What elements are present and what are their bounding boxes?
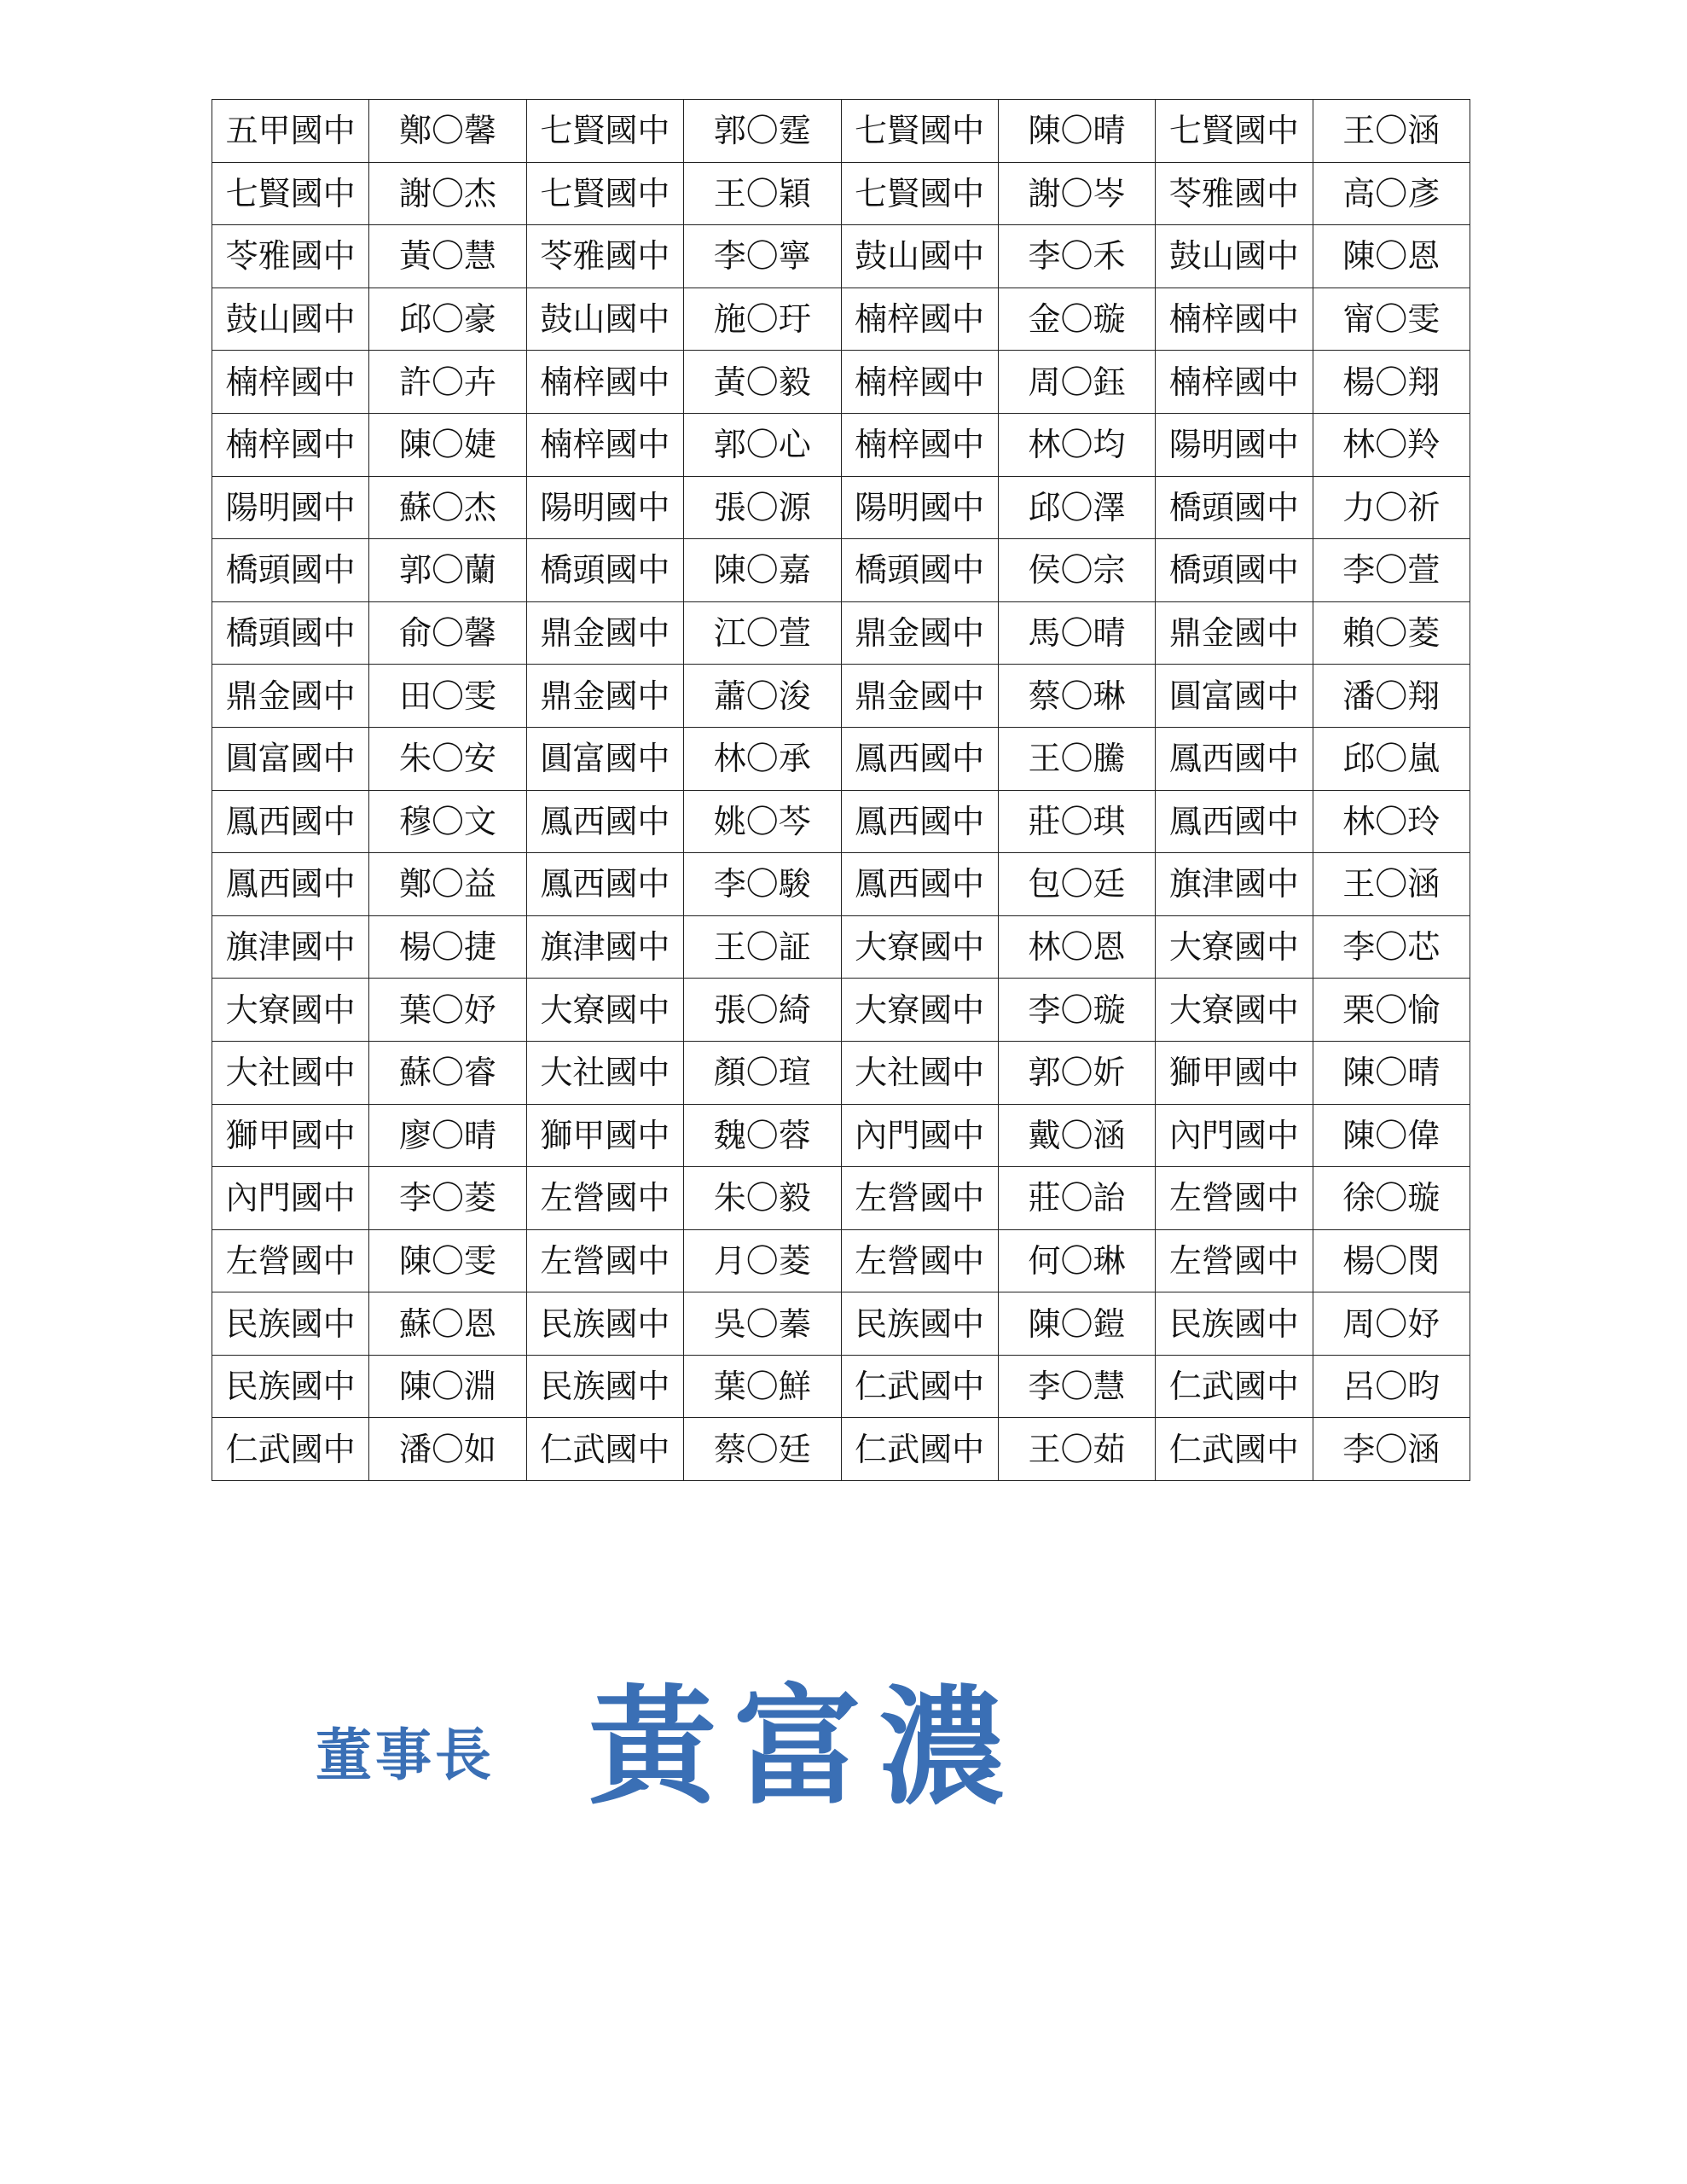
student-name-cell: 陳〇晴	[1313, 1041, 1470, 1104]
school-cell: 楠梓國中	[526, 351, 683, 414]
school-cell: 七賢國中	[841, 162, 998, 225]
student-name-cell: 李〇菱	[369, 1167, 526, 1230]
student-name-cell: 朱〇安	[369, 727, 526, 790]
student-name-cell: 蘇〇睿	[369, 1041, 526, 1104]
table-row	[212, 1292, 1470, 1356]
school-cell: 陽明國中	[526, 476, 683, 539]
school-cell: 楠梓國中	[526, 413, 683, 476]
student-name-cell: 施〇玗	[684, 288, 841, 351]
school-cell: 民族國中	[212, 1355, 369, 1418]
school-cell: 鳳西國中	[841, 727, 998, 790]
student-name-cell: 蘇〇恩	[369, 1292, 526, 1356]
school-cell: 大寮國中	[212, 979, 369, 1042]
roster-table	[212, 99, 1470, 1481]
student-name-cell: 潘〇如	[369, 1418, 526, 1481]
school-cell: 內門國中	[1156, 1104, 1313, 1167]
student-name-cell: 廖〇晴	[369, 1104, 526, 1167]
school-cell: 鼓山國中	[841, 225, 998, 288]
student-name-cell: 郭〇霆	[684, 100, 841, 163]
student-name-cell: 金〇璇	[998, 288, 1155, 351]
school-cell: 鼓山國中	[1156, 225, 1313, 288]
school-cell: 仁武國中	[1156, 1418, 1313, 1481]
school-cell: 鼎金國中	[526, 601, 683, 665]
student-name-cell: 陳〇嘉	[684, 539, 841, 602]
table-row	[212, 727, 1470, 790]
school-cell: 鼎金國中	[841, 601, 998, 665]
school-cell: 仁武國中	[526, 1418, 683, 1481]
table-row	[212, 1167, 1470, 1230]
student-name-cell: 楊〇閔	[1313, 1229, 1470, 1292]
student-name-cell: 蘇〇杰	[369, 476, 526, 539]
student-name-cell: 顏〇瑄	[684, 1041, 841, 1104]
table-row	[212, 288, 1470, 351]
school-cell: 左營國中	[1156, 1229, 1313, 1292]
student-name-cell: 陳〇淵	[369, 1355, 526, 1418]
student-name-cell: 馬〇晴	[998, 601, 1155, 665]
school-cell: 左營國中	[1156, 1167, 1313, 1230]
student-name-cell: 楊〇翔	[1313, 351, 1470, 414]
student-name-cell: 俞〇馨	[369, 601, 526, 665]
table-row	[212, 351, 1470, 414]
school-cell: 鳳西國中	[841, 790, 998, 853]
student-name-cell: 蔡〇廷	[684, 1418, 841, 1481]
seal-title: 董事長	[316, 1722, 495, 1788]
student-name-cell: 戴〇涵	[998, 1104, 1155, 1167]
school-cell: 大社國中	[212, 1041, 369, 1104]
student-name-cell: 李〇駿	[684, 853, 841, 916]
table-row	[212, 1229, 1470, 1292]
school-cell: 鼓山國中	[526, 288, 683, 351]
table-row	[212, 601, 1470, 665]
student-name-cell: 李〇萱	[1313, 539, 1470, 602]
student-name-cell: 李〇芯	[1313, 915, 1470, 979]
school-cell: 鼓山國中	[212, 288, 369, 351]
student-name-cell: 姚〇芩	[684, 790, 841, 853]
school-cell: 旗津國中	[526, 915, 683, 979]
school-cell: 獅甲國中	[212, 1104, 369, 1167]
student-name-cell: 李〇慧	[998, 1355, 1155, 1418]
student-name-cell: 蕭〇浚	[684, 665, 841, 728]
student-name-cell: 甯〇雯	[1313, 288, 1470, 351]
school-cell: 大寮國中	[1156, 979, 1313, 1042]
school-cell: 獅甲國中	[1156, 1041, 1313, 1104]
table-row	[212, 100, 1470, 163]
student-name-cell: 江〇萱	[684, 601, 841, 665]
student-name-cell: 郭〇蘭	[369, 539, 526, 602]
school-cell: 內門國中	[212, 1167, 369, 1230]
student-name-cell: 力〇祈	[1313, 476, 1470, 539]
school-cell: 七賢國中	[212, 162, 369, 225]
student-name-cell: 謝〇岑	[998, 162, 1155, 225]
school-cell: 鼎金國中	[526, 665, 683, 728]
student-name-cell: 穆〇文	[369, 790, 526, 853]
table-row	[212, 1418, 1470, 1481]
student-name-cell: 陳〇鎧	[998, 1292, 1155, 1356]
student-name-cell: 陳〇偉	[1313, 1104, 1470, 1167]
student-name-cell: 許〇卉	[369, 351, 526, 414]
table-row	[212, 162, 1470, 225]
student-name-cell: 邱〇澤	[998, 476, 1155, 539]
student-name-cell: 李〇涵	[1313, 1418, 1470, 1481]
table-row	[212, 915, 1470, 979]
table-row	[212, 979, 1470, 1042]
school-cell: 民族國中	[212, 1292, 369, 1356]
roster-body	[212, 100, 1470, 1481]
school-cell: 大社國中	[841, 1041, 998, 1104]
school-cell: 楠梓國中	[1156, 288, 1313, 351]
school-cell: 苓雅國中	[1156, 162, 1313, 225]
student-name-cell: 林〇羚	[1313, 413, 1470, 476]
school-cell: 鼎金國中	[1156, 601, 1313, 665]
school-cell: 左營國中	[526, 1229, 683, 1292]
school-cell: 橋頭國中	[841, 539, 998, 602]
table-row	[212, 539, 1470, 602]
student-name-cell: 陳〇恩	[1313, 225, 1470, 288]
school-cell: 民族國中	[1156, 1292, 1313, 1356]
school-cell: 鳳西國中	[1156, 727, 1313, 790]
student-name-cell: 賴〇菱	[1313, 601, 1470, 665]
table-row	[212, 1104, 1470, 1167]
student-name-cell: 王〇穎	[684, 162, 841, 225]
school-cell: 楠梓國中	[1156, 351, 1313, 414]
school-cell: 五甲國中	[212, 100, 369, 163]
student-name-cell: 王〇涵	[1313, 853, 1470, 916]
student-name-cell: 葉〇鮮	[684, 1355, 841, 1418]
student-name-cell: 鄭〇馨	[369, 100, 526, 163]
school-cell: 鳳西國中	[212, 790, 369, 853]
school-cell: 楠梓國中	[841, 288, 998, 351]
student-name-cell: 何〇琳	[998, 1229, 1155, 1292]
student-name-cell: 蔡〇琳	[998, 665, 1155, 728]
school-cell: 橋頭國中	[212, 539, 369, 602]
student-name-cell: 王〇騰	[998, 727, 1155, 790]
student-name-cell: 張〇源	[684, 476, 841, 539]
school-cell: 橋頭國中	[1156, 476, 1313, 539]
school-cell: 楠梓國中	[212, 351, 369, 414]
school-cell: 民族國中	[841, 1292, 998, 1356]
table-row	[212, 790, 1470, 853]
student-name-cell: 包〇廷	[998, 853, 1155, 916]
school-cell: 左營國中	[526, 1167, 683, 1230]
student-name-cell: 李〇寧	[684, 225, 841, 288]
school-cell: 左營國中	[212, 1229, 369, 1292]
student-name-cell: 謝〇杰	[369, 162, 526, 225]
school-cell: 大寮國中	[526, 979, 683, 1042]
student-name-cell: 林〇均	[998, 413, 1155, 476]
student-name-cell: 邱〇嵐	[1313, 727, 1470, 790]
table-row	[212, 225, 1470, 288]
school-cell: 鼎金國中	[841, 665, 998, 728]
student-name-cell: 黃〇慧	[369, 225, 526, 288]
school-cell: 大社國中	[526, 1041, 683, 1104]
school-cell: 鳳西國中	[212, 853, 369, 916]
student-name-cell: 潘〇翔	[1313, 665, 1470, 728]
student-name-cell: 林〇承	[684, 727, 841, 790]
student-name-cell: 鄭〇益	[369, 853, 526, 916]
school-cell: 左營國中	[841, 1229, 998, 1292]
student-name-cell: 陳〇晴	[998, 100, 1155, 163]
school-cell: 七賢國中	[1156, 100, 1313, 163]
school-cell: 大寮國中	[841, 915, 998, 979]
student-name-cell: 葉〇妤	[369, 979, 526, 1042]
student-name-cell: 周〇鈺	[998, 351, 1155, 414]
school-cell: 仁武國中	[1156, 1355, 1313, 1418]
school-cell: 獅甲國中	[526, 1104, 683, 1167]
school-cell: 七賢國中	[526, 100, 683, 163]
student-name-cell: 栗〇愉	[1313, 979, 1470, 1042]
chairman-seal-stamp	[307, 1647, 1203, 1851]
student-name-cell: 朱〇毅	[684, 1167, 841, 1230]
student-name-cell: 李〇禾	[998, 225, 1155, 288]
table-row	[212, 1355, 1470, 1418]
school-cell: 陽明國中	[841, 476, 998, 539]
student-name-cell: 呂〇昀	[1313, 1355, 1470, 1418]
student-name-cell: 李〇璇	[998, 979, 1155, 1042]
school-cell: 旗津國中	[1156, 853, 1313, 916]
table-row	[212, 413, 1470, 476]
school-cell: 橋頭國中	[212, 601, 369, 665]
student-name-cell: 林〇玲	[1313, 790, 1470, 853]
student-name-cell: 張〇綺	[684, 979, 841, 1042]
student-name-cell: 陳〇婕	[369, 413, 526, 476]
table-row	[212, 665, 1470, 728]
school-cell: 圓富國中	[212, 727, 369, 790]
student-name-cell: 陳〇雯	[369, 1229, 526, 1292]
seal-name: 黃富濃	[588, 1672, 1024, 1822]
school-cell: 陽明國中	[212, 476, 369, 539]
school-cell: 內門國中	[841, 1104, 998, 1167]
school-cell: 鳳西國中	[526, 853, 683, 916]
school-cell: 大寮國中	[841, 979, 998, 1042]
student-name-cell: 邱〇豪	[369, 288, 526, 351]
school-cell: 七賢國中	[526, 162, 683, 225]
student-name-cell: 田〇雯	[369, 665, 526, 728]
school-cell: 鳳西國中	[841, 853, 998, 916]
student-name-cell: 王〇涵	[1313, 100, 1470, 163]
school-cell: 楠梓國中	[841, 413, 998, 476]
student-name-cell: 莊〇詒	[998, 1167, 1155, 1230]
school-cell: 民族國中	[526, 1355, 683, 1418]
school-cell: 苓雅國中	[212, 225, 369, 288]
student-name-cell: 周〇妤	[1313, 1292, 1470, 1356]
school-cell: 橋頭國中	[526, 539, 683, 602]
school-cell: 鳳西國中	[526, 790, 683, 853]
table-row	[212, 1041, 1470, 1104]
school-cell: 楠梓國中	[841, 351, 998, 414]
student-name-cell: 徐〇璇	[1313, 1167, 1470, 1230]
student-name-cell: 郭〇妡	[998, 1041, 1155, 1104]
student-name-cell: 林〇恩	[998, 915, 1155, 979]
student-name-cell: 莊〇琪	[998, 790, 1155, 853]
student-name-cell: 魏〇蓉	[684, 1104, 841, 1167]
school-cell: 仁武國中	[841, 1355, 998, 1418]
school-cell: 陽明國中	[1156, 413, 1313, 476]
student-name-cell: 郭〇心	[684, 413, 841, 476]
table-row	[212, 853, 1470, 916]
student-name-cell: 吳〇蓁	[684, 1292, 841, 1356]
school-cell: 鳳西國中	[1156, 790, 1313, 853]
student-name-cell: 高〇彥	[1313, 162, 1470, 225]
table-row	[212, 476, 1470, 539]
student-name-cell: 月〇菱	[684, 1229, 841, 1292]
school-cell: 民族國中	[526, 1292, 683, 1356]
school-cell: 楠梓國中	[212, 413, 369, 476]
student-name-cell: 王〇茹	[998, 1418, 1155, 1481]
school-cell: 大寮國中	[1156, 915, 1313, 979]
student-name-cell: 黃〇毅	[684, 351, 841, 414]
school-cell: 左營國中	[841, 1167, 998, 1230]
school-cell: 旗津國中	[212, 915, 369, 979]
school-cell: 鼎金國中	[212, 665, 369, 728]
student-name-cell: 楊〇捷	[369, 915, 526, 979]
school-cell: 仁武國中	[212, 1418, 369, 1481]
student-name-cell: 王〇証	[684, 915, 841, 979]
school-cell: 圓富國中	[1156, 665, 1313, 728]
school-cell: 橋頭國中	[1156, 539, 1313, 602]
school-cell: 苓雅國中	[526, 225, 683, 288]
student-name-cell: 侯〇宗	[998, 539, 1155, 602]
school-cell: 七賢國中	[841, 100, 998, 163]
school-cell: 仁武國中	[841, 1418, 998, 1481]
school-cell: 圓富國中	[526, 727, 683, 790]
